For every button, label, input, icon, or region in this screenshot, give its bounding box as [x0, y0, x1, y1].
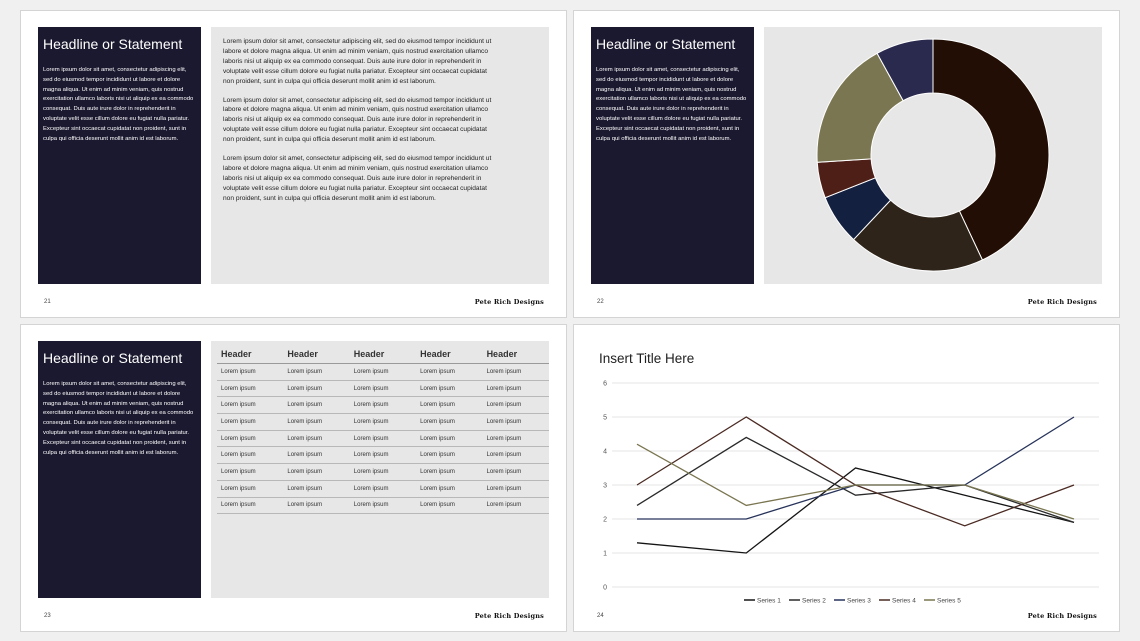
table-cell: Lorem ipsum: [483, 430, 549, 447]
table-cell: Lorem ipsum: [283, 497, 349, 514]
table-cell: Lorem ipsum: [416, 397, 482, 414]
y-tick-label: 6: [603, 380, 607, 388]
headline: Headline or Statement: [596, 36, 736, 52]
table-cell: Lorem ipsum: [483, 497, 549, 514]
brand-logo: Pete Rich Designs: [474, 298, 544, 306]
table-cell: Lorem ipsum: [217, 414, 283, 431]
table-cell: Lorem ipsum: [416, 464, 482, 481]
table-cell: Lorem ipsum: [350, 364, 416, 381]
table-header-cell: Header: [217, 345, 283, 364]
chart-panel: [764, 27, 1102, 284]
table-cell: Lorem ipsum: [283, 480, 349, 497]
table-header-cell: Header: [416, 345, 482, 364]
table-cell: Lorem ipsum: [283, 414, 349, 431]
series-line: [637, 417, 1074, 526]
table-header-cell: Header: [350, 345, 416, 364]
slide-number: 22: [597, 299, 604, 305]
slide-number: 24: [597, 613, 604, 619]
headline-body: Lorem ipsum dolor sit amet, consectetur adipiscing elit, sed do eiusmod tempor incididunt ut labore et dolore magna aliqua. Ut enim ad minim veniam, quis nostrud exercitation ullamco laboris nisi ut aliquip ex ea commodo consequat. Duis aute irure dolor in reprehenderit in voluptate velit esse cillum dolore eu fugiat nulla pariatur. Excepteur sint occaecat cupidatat non proident, sunt in culpa qui officia deserunt mollit anim id est laborum.: [596, 67, 747, 142]
table-cell: Lorem ipsum: [483, 364, 549, 381]
table-row: [217, 480, 549, 497]
table-cell: Lorem ipsum: [217, 497, 283, 514]
y-tick-label: 3: [603, 482, 607, 490]
slide-23[interactable]: [20, 324, 567, 632]
text-panel: [211, 27, 549, 284]
brand-logo: Pete Rich Designs: [1027, 298, 1097, 306]
table-cell: Lorem ipsum: [350, 480, 416, 497]
legend-label: Series 4: [892, 597, 916, 605]
table-cell: Lorem ipsum: [350, 497, 416, 514]
y-tick-label: 2: [603, 516, 607, 524]
table-cell: Lorem ipsum: [350, 397, 416, 414]
brand-logo: Pete Rich Designs: [1027, 612, 1097, 620]
slide-22[interactable]: [573, 10, 1120, 318]
headline-panel: [38, 27, 201, 284]
table-cell: Lorem ipsum: [217, 364, 283, 381]
table-cell: Lorem ipsum: [283, 397, 349, 414]
table-cell: Lorem ipsum: [350, 414, 416, 431]
table-cell: Lorem ipsum: [483, 480, 549, 497]
table-header-cell: Header: [483, 345, 549, 364]
series-line: [637, 444, 1074, 519]
table-cell: Lorem ipsum: [483, 414, 549, 431]
table-cell: Lorem ipsum: [350, 447, 416, 464]
table-cell: Lorem ipsum: [416, 380, 482, 397]
table-cell: Lorem ipsum: [416, 430, 482, 447]
table-row: [217, 380, 549, 397]
line-chart: [574, 325, 1119, 631]
headline-body: Lorem ipsum dolor sit amet, consectetur adipiscing elit, sed do eiusmod tempor incididunt ut labore et dolore magna aliqua. Ut enim ad minim veniam, quis nostrud exercitation ullamco laboris nisi ut aliquip ex ea commodo consequat. Duis aute irure dolor in reprehenderit in voluptate velit esse cillum dolore eu fugiat nulla pariatur. Excepteur sint occaecat cupidatat non proident, sunt in culpa qui officia deserunt mollit anim id est laborum.: [43, 67, 194, 142]
data-table: [217, 345, 549, 514]
table-cell: Lorem ipsum: [483, 447, 549, 464]
table-cell: Lorem ipsum: [217, 480, 283, 497]
table-cell: Lorem ipsum: [217, 447, 283, 464]
y-tick-label: 1: [603, 550, 607, 558]
table-row: [217, 430, 549, 447]
table-cell: Lorem ipsum: [217, 397, 283, 414]
table-header-cell: Header: [283, 345, 349, 364]
legend-label: Series 1: [757, 597, 781, 605]
y-tick-label: 5: [603, 414, 607, 422]
legend-label: Series 3: [847, 597, 871, 605]
chart-title: Insert Title Here: [599, 351, 695, 366]
legend-label: Series 5: [937, 597, 961, 605]
table-cell: Lorem ipsum: [283, 464, 349, 481]
table-row: [217, 397, 549, 414]
donut-chart: [764, 27, 1102, 284]
slide-number: 21: [44, 299, 51, 305]
slide-21[interactable]: [20, 10, 567, 318]
slide-number: 23: [44, 613, 51, 619]
paragraph-1: Lorem ipsum dolor sit amet, consectetur adipiscing elit, sed do eiusmod tempor incididunt ut labore et dolore magna aliqua. Ut enim ad minim veniam, quis nostrud exercitation ullamco laboris nisi ut aliquip ex ea commodo consequat. Duis aute irure dolor in reprehenderit in voluptate velit esse cillum dolore eu fugiat nulla pariatur. Excepteur sint occaecat cupidatat non proident, sunt in culpa qui officia deserunt mollit anim id est laborum.: [223, 38, 492, 85]
paragraph-2: Lorem ipsum dolor sit amet, consectetur adipiscing elit, sed do eiusmod tempor incididunt ut labore et dolore magna aliqua. Ut enim ad minim veniam, quis nostrud exercitation ullamco laboris nisi ut aliquip ex ea commodo consequat. Duis aute irure dolor in reprehenderit in voluptate velit esse cillum dolore eu fugiat nulla pariatur. Excepteur sint occaecat cupidatat non proident, sunt in culpa qui officia deserunt mollit anim id est laborum.: [223, 96, 492, 144]
table-cell: Lorem ipsum: [416, 497, 482, 514]
table-cell: Lorem ipsum: [283, 447, 349, 464]
table-cell: Lorem ipsum: [416, 364, 482, 381]
table-row: [217, 364, 549, 381]
table-cell: Lorem ipsum: [217, 464, 283, 481]
table-cell: Lorem ipsum: [416, 414, 482, 431]
table-cell: Lorem ipsum: [217, 430, 283, 447]
headline: Headline or Statement: [43, 36, 183, 52]
table-row: [217, 464, 549, 481]
table-cell: Lorem ipsum: [283, 380, 349, 397]
table-cell: Lorem ipsum: [217, 380, 283, 397]
table-cell: Lorem ipsum: [416, 480, 482, 497]
headline-panel: [591, 27, 754, 284]
y-tick-label: 4: [603, 448, 607, 456]
table-cell: Lorem ipsum: [350, 464, 416, 481]
table-header-row: [217, 345, 549, 364]
brand-logo: Pete Rich Designs: [474, 612, 544, 620]
table-cell: Lorem ipsum: [483, 380, 549, 397]
y-tick-label: 0: [603, 584, 607, 592]
table-cell: Lorem ipsum: [416, 447, 482, 464]
table-cell: Lorem ipsum: [483, 464, 549, 481]
table-row: [217, 447, 549, 464]
paragraph-3: Lorem ipsum dolor sit amet, consectetur adipiscing elit, sed do eiusmod tempor incididunt ut labore et dolore magna aliqua. Ut enim ad minim veniam, quis nostrud exercitation ullamco laboris nisi ut aliquip ex ea commodo consequat. Duis aute irure dolor in reprehenderit in voluptate velit esse cillum dolore eu fugiat nulla pariatur. Excepteur sint occaecat cupidatat non proident, sunt in culpa qui officia deserunt mollit anim id est laborum.: [223, 155, 492, 202]
headline-panel: [38, 341, 201, 598]
table-cell: Lorem ipsum: [283, 430, 349, 447]
table-cell: Lorem ipsum: [483, 397, 549, 414]
table-cell: Lorem ipsum: [350, 380, 416, 397]
table-row: [217, 497, 549, 514]
headline-body: Lorem ipsum dolor sit amet, consectetur adipiscing elit, sed do eiusmod tempor incididunt ut labore et dolore magna aliqua. Ut enim ad minim veniam, quis nostrud exercitation ullamco laboris nisi ut aliquip ex ea commodo consequat. Duis aute irure dolor in reprehenderit in voluptate velit esse cillum dolore eu fugiat nulla pariatur. Excepteur sint occaecat cupidatat non proident, sunt in culpa qui officia deserunt mollit anim id est laborum.: [43, 381, 194, 456]
headline: Headline or Statement: [43, 350, 183, 366]
slide-24[interactable]: [573, 324, 1120, 632]
table-row: [217, 414, 549, 431]
table-cell: Lorem ipsum: [350, 430, 416, 447]
table-cell: Lorem ipsum: [283, 364, 349, 381]
legend-label: Series 2: [802, 597, 826, 605]
